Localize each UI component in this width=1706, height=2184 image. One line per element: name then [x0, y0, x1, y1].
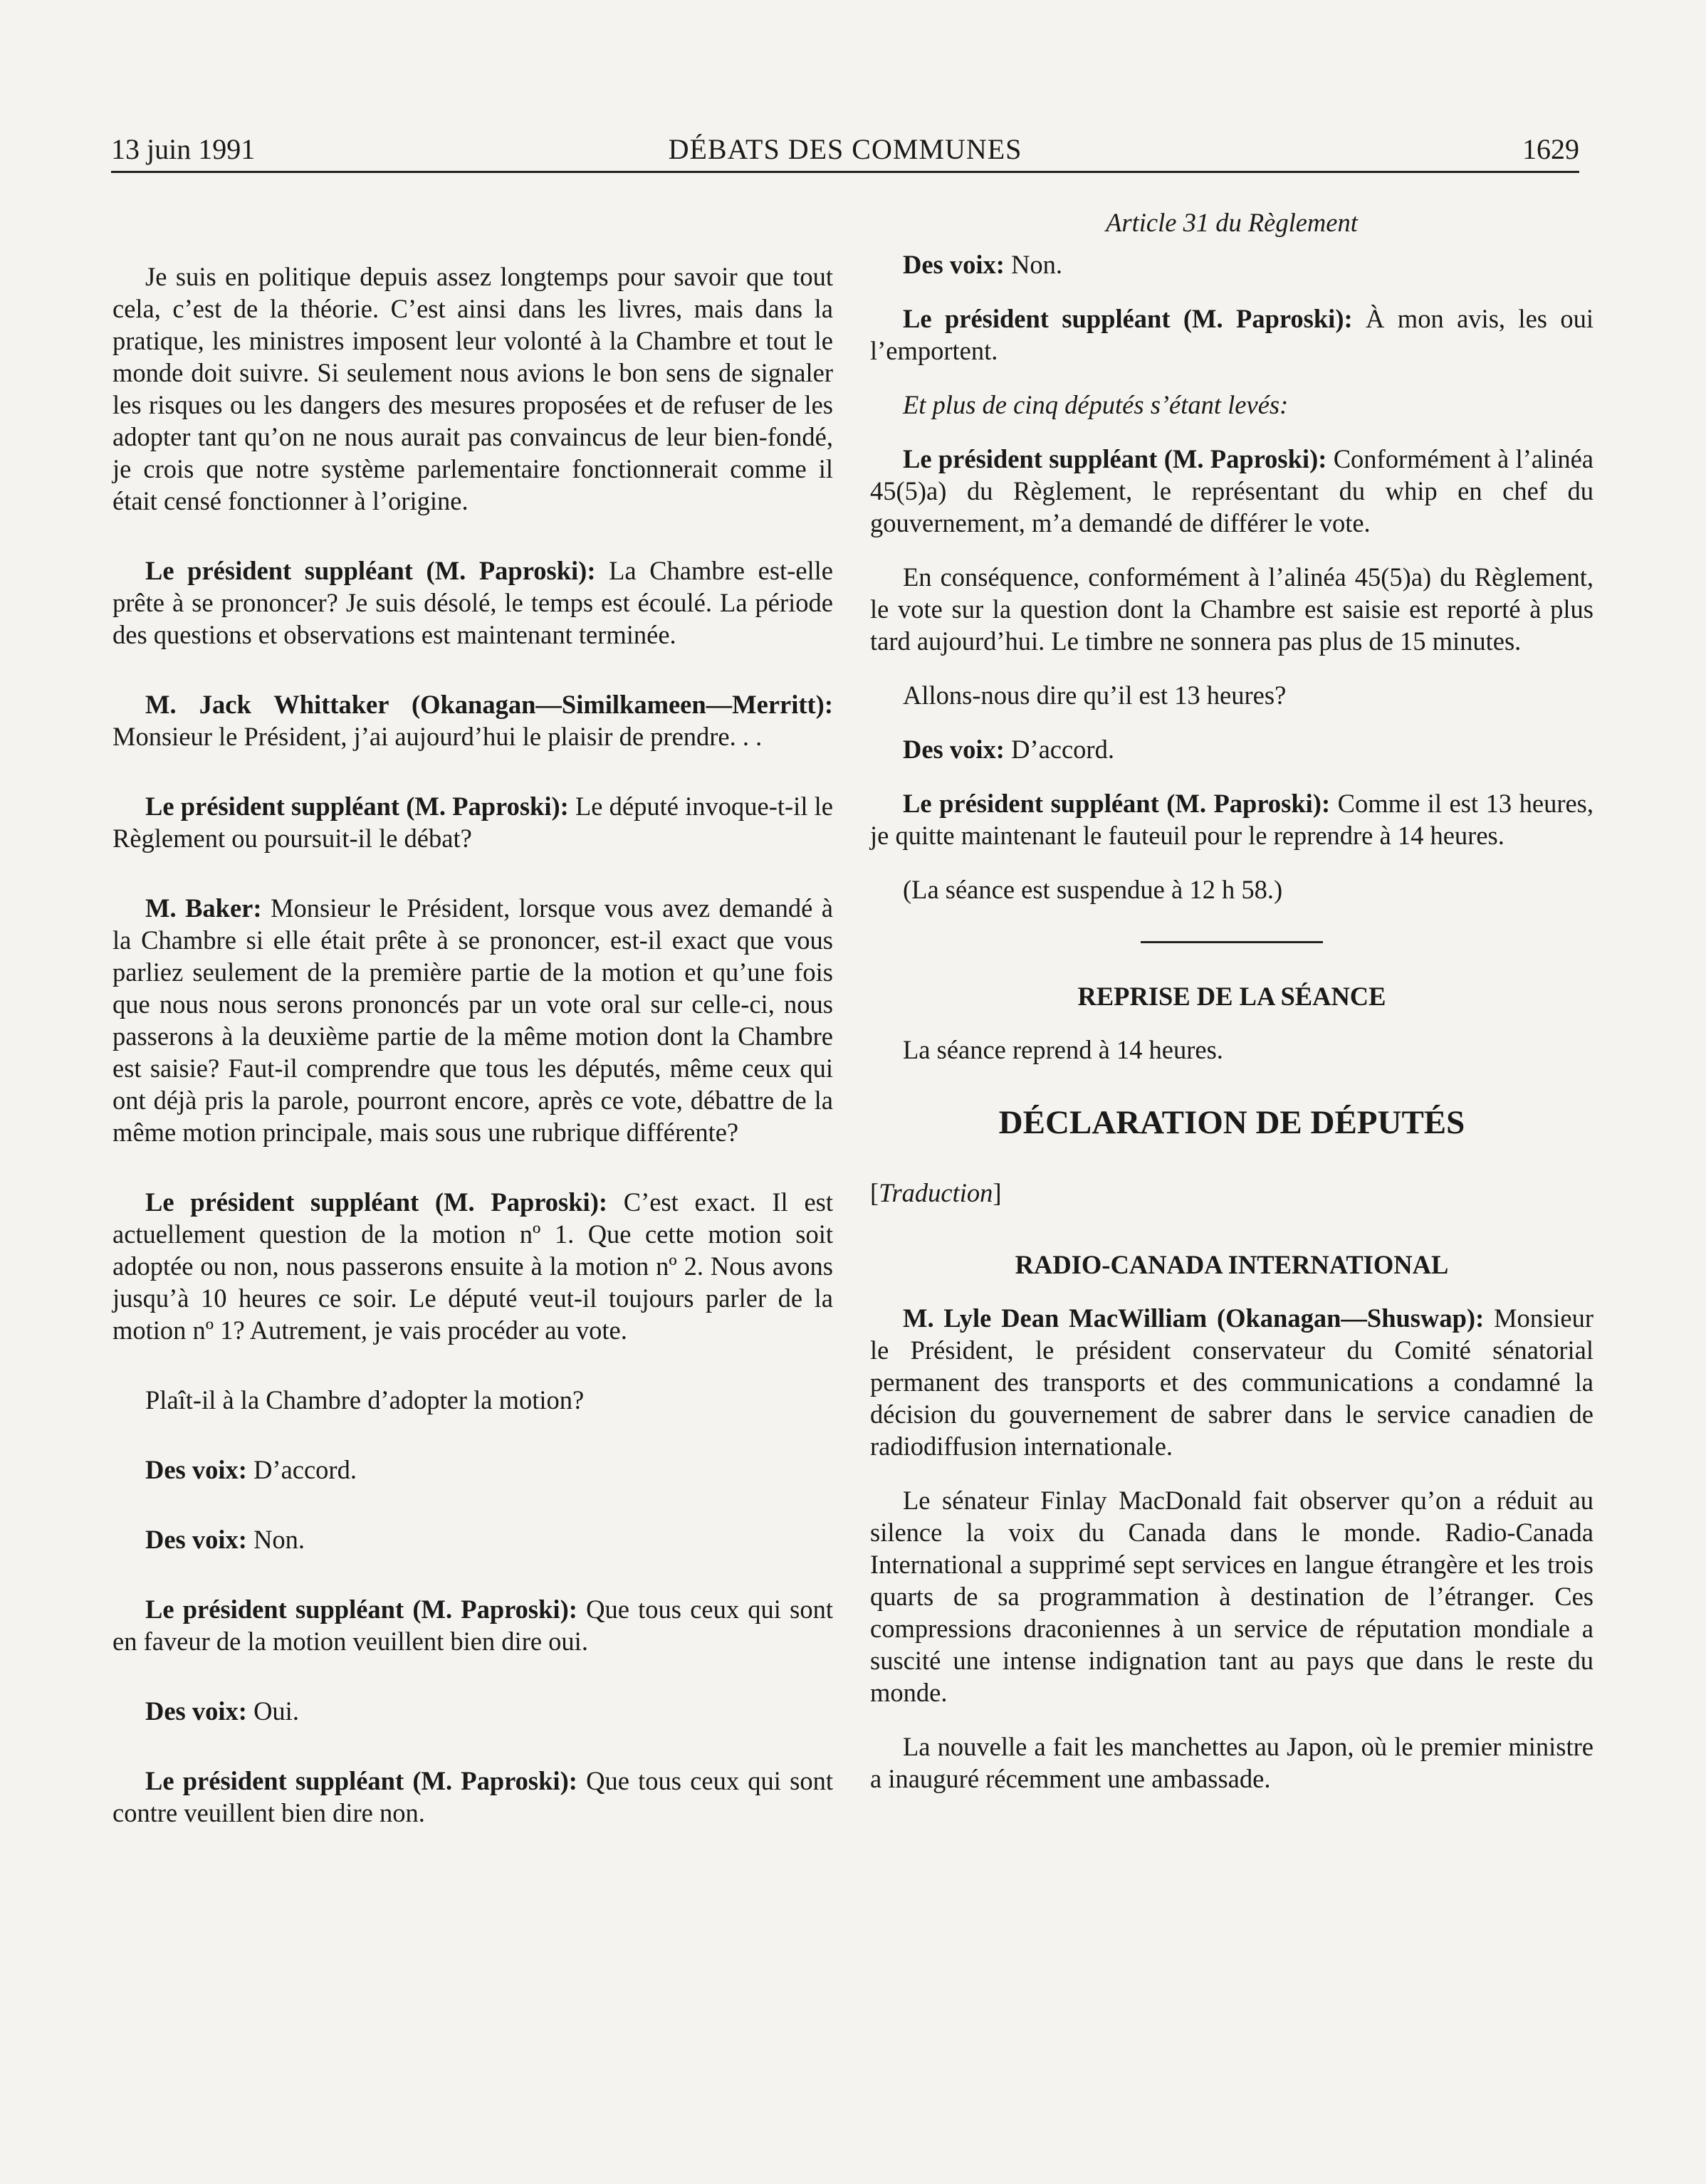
speaker: Des voix:: [145, 1455, 247, 1484]
speech: Non.: [1004, 250, 1063, 279]
paragraph: [870, 787, 1594, 851]
speech: Monsieur le Président, j’ai aujourd’hui le plaisir de prendre. . .: [112, 722, 763, 751]
section-heading-declaration: DÉCLARATION DE DÉPUTÉS: [998, 1104, 1465, 1141]
article-reference: Article 31 du Règlement: [1106, 208, 1358, 237]
speaker: Le président suppléant (M. Paproski):: [145, 1187, 607, 1217]
paragraph: Allons-nous dire qu’il est 13 heures?: [903, 681, 1287, 710]
paragraph: Plaît-il à la Chambre d’adopter la motion?: [145, 1385, 585, 1414]
speaker: M. Baker:: [145, 893, 262, 923]
translation-note: [Traduction]: [870, 1178, 1002, 1207]
speaker: Le président suppléant (M. Paproski):: [145, 1595, 577, 1624]
paragraph: (La séance est suspendue à 12 h 58.): [903, 875, 1283, 904]
speech: Que tous ceux qui sont contre veuillent bien dire non.: [112, 1766, 834, 1827]
paragraph: [112, 555, 833, 651]
paragraph: [870, 443, 1594, 539]
speaker: Le président suppléant (M. Paproski):: [145, 1766, 577, 1795]
speech: D’accord.: [246, 1455, 357, 1484]
paragraph: La séance reprend à 14 heures.: [903, 1035, 1223, 1064]
paragraph: [112, 688, 833, 752]
speech: Comme il est 13 heures, je quitte maintenant le fauteuil pour le reprendre à 14 heures.: [870, 789, 1594, 850]
translation-label: Traduction: [879, 1178, 993, 1207]
paragraph: [112, 1593, 833, 1657]
section-divider: [1141, 941, 1323, 943]
stage-direction: Et plus de cinq députés s’étant levés:: [903, 390, 1289, 419]
paragraph: [112, 1523, 833, 1555]
paragraph: [112, 1186, 833, 1346]
paragraph: [870, 248, 1594, 280]
paragraph: [112, 790, 833, 854]
paragraph: [112, 892, 833, 1148]
paragraph: Je suis en politique depuis assez longtemps pour savoir que tout cela, c’est de la théorie. C’est ainsi dans les livres, mais dans la pratique, les ministres imposent leur volonté à la Chambre et tout le monde doit suivre. Si seulement nous avions le bon sens de signaler les risques ou les dangers des mesures proposées et de refuser de les adopter tant qu’on ne nous aurait pas convaincus de leur bien-fondé, je crois que notre système parlementaire fonctionnerait comme il était censé fonctionner à l’origine.: [112, 262, 833, 515]
paragraph: En conséquence, conformément à l’alinéa 45(5)a) du Règlement, le vote sur la question dont la Chambre est saisie est reporté à plus tard aujourd’hui. Le timbre ne sonnera pas plus de 15 minutes.: [870, 562, 1594, 656]
paragraph: [112, 1695, 833, 1727]
speech: D’accord.: [1004, 735, 1114, 764]
speech: Que tous ceux qui sont en faveur de la motion veuillent bien dire oui.: [112, 1595, 834, 1656]
speaker: Le président suppléant (M. Paproski):: [145, 792, 569, 821]
paragraph: [870, 733, 1594, 765]
speaker: Des voix:: [145, 1525, 247, 1554]
paragraph: Le sénateur Finlay MacDonald fait observer qu’on a réduit au silence la voix du Canada dans le monde. Radio-Canada International a supprimé sept services en langue étrangère et les trois quarts de sa programmation à destination de l’étranger. Ces compressions draconiennes à un service de réputation mondiale a suscité une intense indignation tant au pays que dans le reste du monde.: [870, 1486, 1594, 1707]
page-header: [111, 125, 1579, 173]
header-date: 13 juin 1991: [111, 133, 256, 165]
speech: C’est exact. Il est actuellement question de la motion nº 1. Que cette motion soit adoptée ou non, nous passerons ensuite à la motion nº 2. Nous avons jusqu’à 10 heures ce soir. Le député veut-il toujours parler de la motion nº 1? Autrement, je vais procéder au vote.: [112, 1187, 833, 1345]
left-column: [112, 261, 833, 1867]
speaker: Le président suppléant (M. Paproski):: [903, 304, 1353, 333]
page-number: 1629: [1522, 133, 1579, 165]
speech: La Chambre est-elle prête à se prononcer? Je suis désolé, le temps est écoulé. La période des questions et observations est maintenant terminée.: [112, 556, 834, 649]
paragraph: [870, 1302, 1594, 1462]
speech: Monsieur le Président, lorsque vous avez demandé à la Chambre si elle était prête à se prononcer, est-il exact que vous parliez seulement de la première partie de la motion et qu’une fois que nous nous serons prononcés par un vote oral sur celle-ci, nous passerons à la deuxième partie de la même motion dont la Chambre est saisie? Faut-il comprendre que tous les députés, même ceux qui ont déjà pris la parole, pourront encore, après ce vote, débattre de la même motion principale, mais sous une rubrique différente?: [112, 893, 833, 1147]
section-heading-reprise: REPRISE DE LA SÉANCE: [1077, 982, 1386, 1011]
speech: Le député invoque-t-il le Règlement ou poursuit-il le débat?: [112, 792, 833, 853]
speech: Monsieur le Président, le président conservateur du Comité sénatorial permanent des transports et des communications a condamné la décision du gouvernement de sabrer dans le service canadien de radiodiffusion internationale.: [870, 1303, 1594, 1461]
speaker: Des voix:: [903, 735, 1005, 764]
paragraph: [870, 303, 1594, 367]
header-title: DÉBATS DES COMMUNES: [668, 133, 1022, 165]
speech: Conformément à l’alinéa 45(5)a) du Règlement, le représentant du whip en chef du gouvernement, m’a demandé de différer le vote.: [870, 444, 1594, 537]
right-column: [870, 206, 1594, 1817]
section-heading-rci: RADIO-CANADA INTERNATIONAL: [1015, 1250, 1449, 1279]
speaker: Le président suppléant (M. Paproski):: [903, 444, 1327, 473]
speaker: M. Lyle Dean MacWilliam (Okanagan—Shuswap):: [903, 1303, 1485, 1333]
speech: À mon avis, les oui l’emportent.: [870, 304, 1594, 365]
paragraph: La nouvelle a fait les manchettes au Japon, où le premier ministre a inauguré récemment une ambassade.: [870, 1732, 1594, 1793]
speaker: M. Jack Whittaker (Okanagan—Similkameen—Merritt):: [145, 690, 833, 719]
speaker: Le président suppléant (M. Paproski):: [903, 789, 1331, 818]
speech: Non.: [246, 1525, 305, 1554]
speaker: Des voix:: [145, 1696, 247, 1726]
paragraph: [112, 1454, 833, 1486]
speaker: Le président suppléant (M. Paproski):: [145, 556, 596, 585]
paragraph: [112, 1765, 833, 1829]
speech: Oui.: [246, 1696, 299, 1726]
speaker: Des voix:: [903, 250, 1005, 279]
